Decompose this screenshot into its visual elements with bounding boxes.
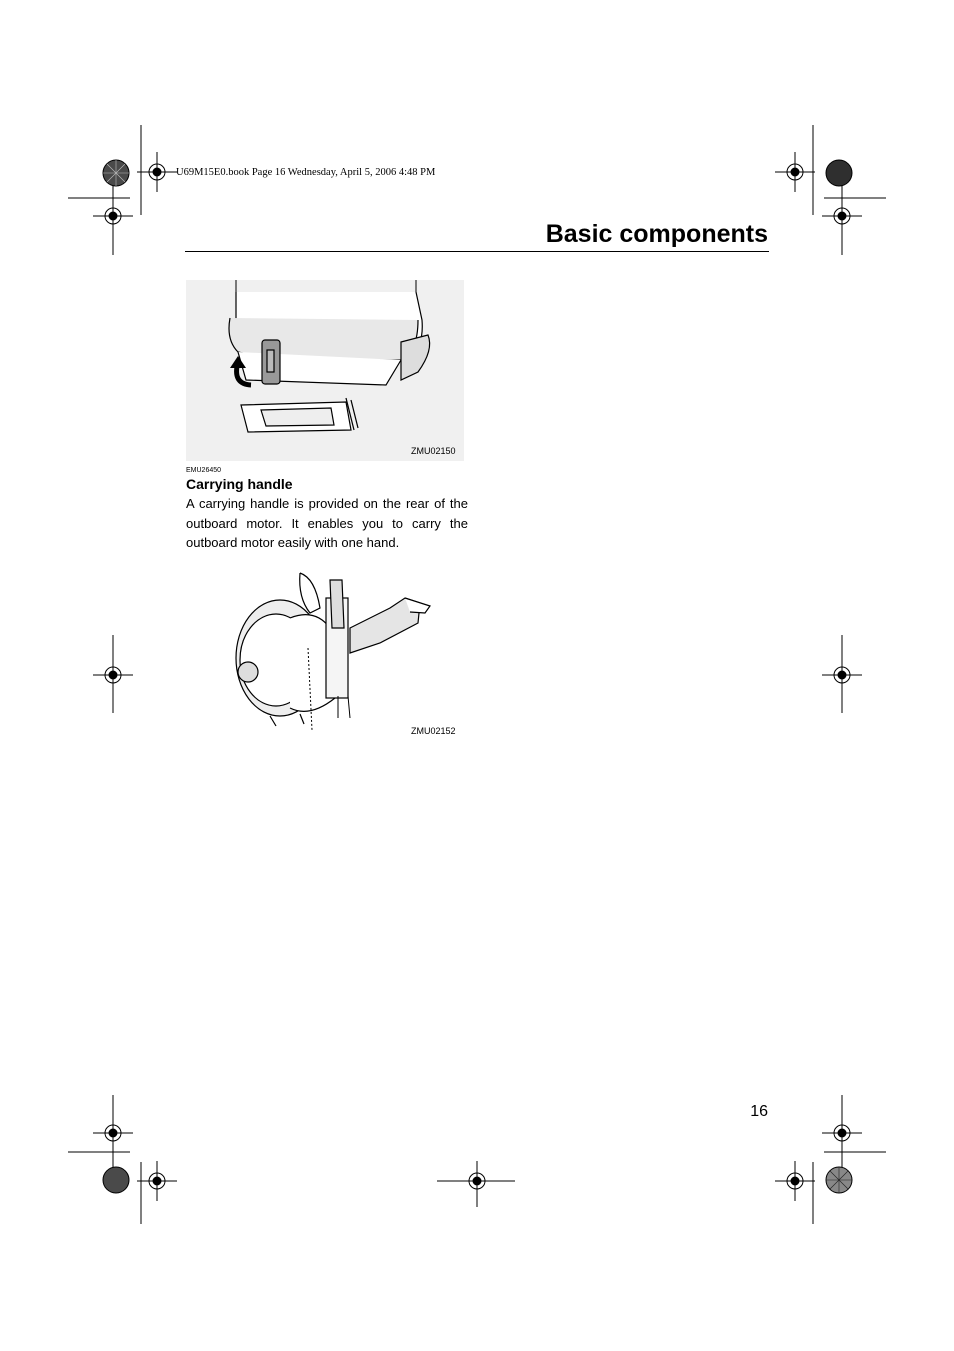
book-info-line: U69M15E0.book Page 16 Wednesday, April 5, 2006 4:48 PM <box>176 167 436 178</box>
page-number: 16 <box>750 1103 768 1120</box>
printer-color-target-icon <box>824 1165 854 1195</box>
figure-carrying-handle-lift <box>186 280 464 461</box>
printer-color-target-icon <box>824 158 854 188</box>
figure-code: ZMU02150 <box>411 446 456 456</box>
section-heading: Carrying handle <box>186 476 293 492</box>
section-body: A carrying handle is provided on the rear of the outboard motor. It enables you to carry the outboard motor easily with one hand. <box>186 496 468 550</box>
registration-crosshair-icon <box>775 152 815 192</box>
registration-crosshair-icon <box>137 152 177 192</box>
outboard-motor-illustration <box>230 568 460 740</box>
registration-crosshair-icon <box>437 1161 517 1201</box>
registration-crosshair-icon <box>822 1113 862 1153</box>
registration-crosshair-icon <box>137 1161 177 1201</box>
registration-crosshair-icon <box>93 1113 133 1153</box>
section-id: EMU26450 <box>186 467 222 474</box>
figure-motor-carried <box>230 568 460 740</box>
registration-crosshair-icon <box>775 1161 815 1201</box>
printer-color-target-icon <box>101 158 131 188</box>
figure-code: ZMU02152 <box>411 726 456 736</box>
page-title: Basic components <box>545 220 768 248</box>
registration-crosshair-icon <box>822 655 862 695</box>
motor-cover-illustration <box>186 280 464 461</box>
registration-crosshair-icon <box>93 196 133 236</box>
registration-crosshair-icon <box>93 655 133 695</box>
title-rule <box>185 251 769 252</box>
printer-color-target-icon <box>101 1165 131 1195</box>
registration-crosshair-icon <box>822 196 862 236</box>
